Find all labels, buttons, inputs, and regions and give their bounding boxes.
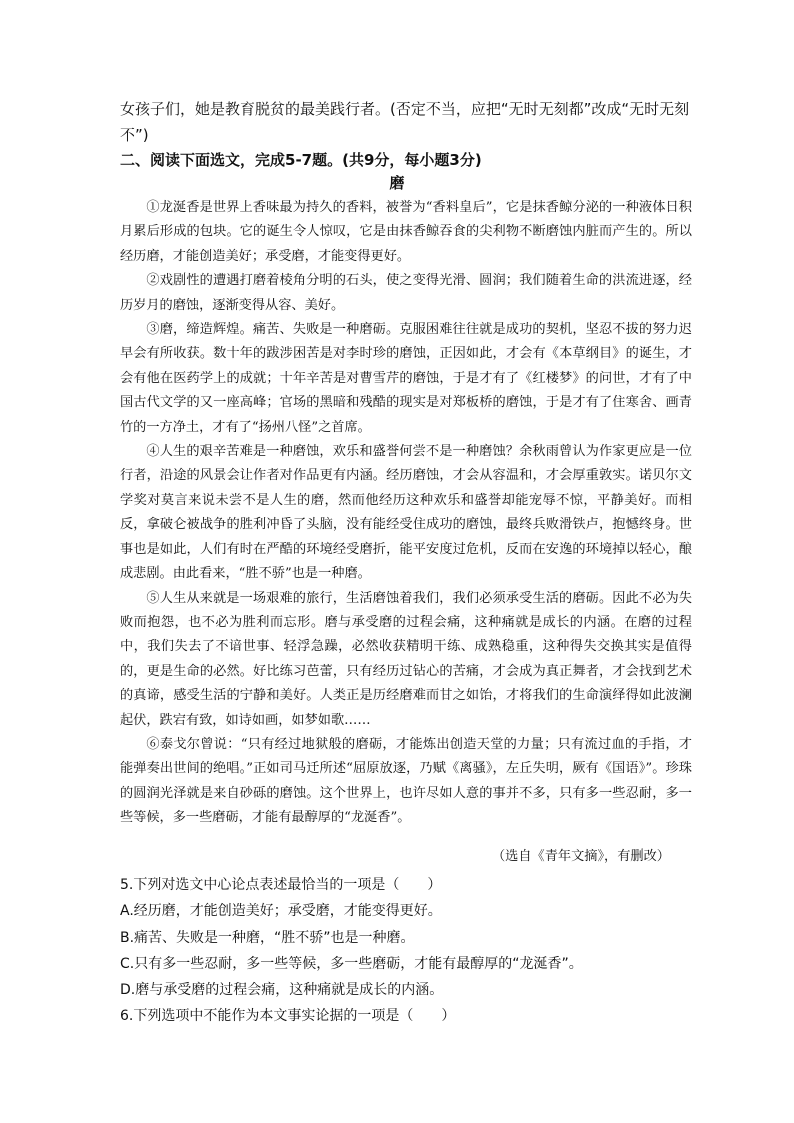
intro-text: 女孩子们，她是教育脱贫的最美践行者。(否定不当，应把“无时无刻都”改成“无时无刻不”) <box>120 100 690 144</box>
question-5-option-b: B.痛苦、失败是一种磨，“胜不骄”也是一种磨。 <box>120 929 415 946</box>
question-6-stem: 6.下列选项中不能作为本文事实论据的一项是（ ） <box>120 1008 456 1025</box>
article-paragraph-2: ②戏剧性的遭遇打磨着棱角分明的石头，使之变得光滑、圆润；我们随着生命的洪流进逐，经历岁月的磨蚀，逐渐变得从容、美好。 <box>120 273 692 313</box>
article-source: （选自《青年文摘》，有删改） <box>491 849 670 864</box>
question-5-option-d: D.磨与承受磨的过程会痛，这种痛就是成长的内涵。 <box>120 982 444 999</box>
article-paragraph-1: ①龙涎香是世界上香味最为持久的香料，被誉为“香料皇后”，它是抹香鲸分泌的一种液体日积月累后形成的包块。它的诞生令人惊叹，它是由抹香鲸吞食的尖利物不断磨蚀内脏而产生的。所以经历磨，才能创造美好；承受磨，才能变得更好。 <box>120 200 692 264</box>
question-5-option-c: C.只有多一些忍耐，多一些等候，多一些磨砺，才能有最醇厚的“龙涎香”。 <box>120 955 583 972</box>
article-paragraph-5: ⑤人生从来就是一场艰难的旅行，生活磨蚀着我们，我们必须承受生活的磨砺。因此不必为失败而抱怨，也不必为胜利而忘形。磨与承受磨的过程会痛，这种痛就是成长的内涵。在磨的过程中，我们失去了不谙世事、轻浮急躁，必然收获精明干练、成熟稳重，这种得失交换其实是值得的，更是生命的必然。好比练习芭蕾，只有经历过钻心的苦痛，才会成为真正舞者，才会找到艺术的真谛，感受生活的宁静和美好。人类正是历经磨难而甘之如饴，才将我们的生命演绎得如此波澜起伏，跌宕有致，如诗如画，如梦如歌…… <box>120 590 692 728</box>
question-5-stem: 5.下列对选文中心论点表述最恰当的一项是（ ） <box>120 877 442 893</box>
article-paragraph-4: ④人生的艰辛苦难是一种磨蚀，欢乐和盛誉何尝不是一种磨蚀？余秋雨曾认为作家更应是一位行者，沿途的风景会让作者对作品更有内涵。经历磨蚀，才会从容温和，才会厚重敦实。诺贝尔文学奖对莫言来说未尝不是人生的磨，然而他经历这种欢乐和盛誉却能宠辱不惊，平静美好。而相反，拿破仑被战争的胜利冲昏了头脑，没有能经受住成功的磨蚀，最终兵败滑铁卢，抱憾终身。世事也是如此，人们有时在严酷的环境经受磨折，能平安度过危机，反而在安逸的环境掉以轻心，酿成悲剧。由此看来，“胜不骄”也是一种磨。 <box>120 444 692 582</box>
questions-block <box>120 872 700 1030</box>
article-title: 磨 <box>389 174 405 192</box>
article-paragraph-3: ③磨，缔造辉煌。痛苦、失败是一种磨砺。克服困难往往就是成功的契机，坚忍不拔的努力迟早会有所收获。数十年的跋涉困苦是对李时珍的磨蚀，正因如此，才会有《本草纲目》的诞生，才会有他在医药学上的成就；十年辛苦是对曹雪芹的磨蚀，于是才有了《红楼梦》的问世，才有了中国古代文学的又一座高峰；官场的黑暗和残酷的现实是对郑板桥的磨蚀，于是才有了住寒舍、画青竹的一方净土，才有了“扬州八怪”之首席。 <box>120 322 692 435</box>
section-heading: 二、阅读下面选文，完成5-7题。(共9分，每小题3分) <box>120 151 482 169</box>
article-body <box>120 196 692 831</box>
question-5-option-a: A.经历磨，才能创造美好；承受磨，才能变得更好。 <box>120 903 442 920</box>
article-paragraph-6: ⑥泰戈尔曾说：“只有经过地狱般的磨砺，才能炼出创造天堂的力量；只有流过血的手指，才能弹奏出世间的绝唱。”正如司马迁所述“屈原放逐，乃赋《离骚》，左丘失明，厥有《国语》”。珍珠的圆润光泽就是来自砂砾的磨蚀。这个世界上，也许尽如人意的事并不多，只有多一些忍耐，多一些等候，多一些磨砺，才能有最醇厚的“龙涎香”。 <box>120 736 692 826</box>
